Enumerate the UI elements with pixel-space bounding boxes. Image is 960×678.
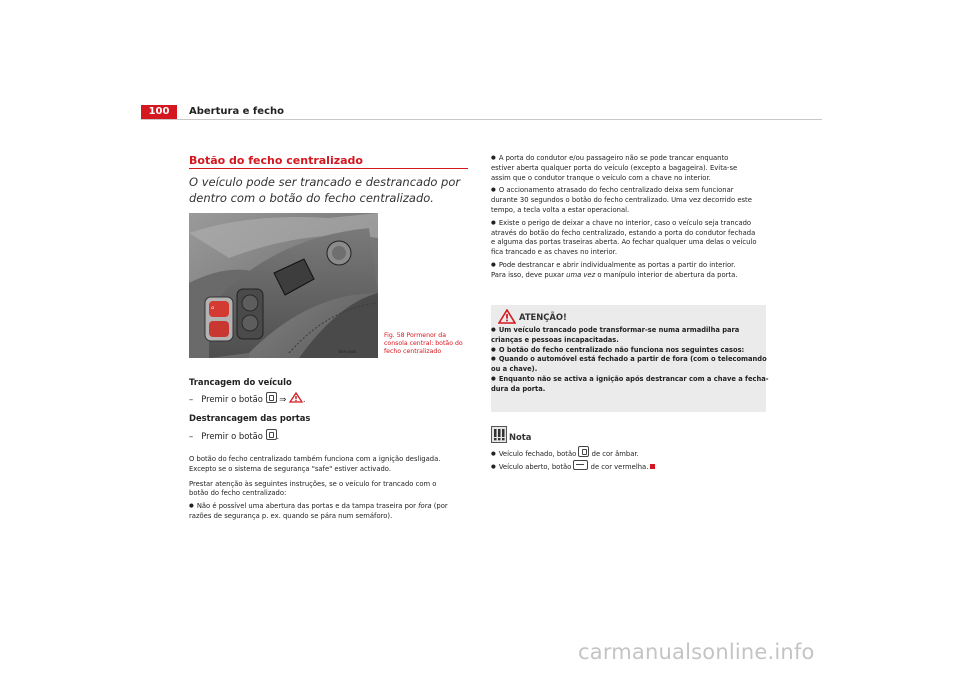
chapter-title: Abertura e fecho: [189, 106, 284, 117]
section-intro: O veículo pode ser trancado e destrancado por dentro com o botão do fecho centralizado.: [189, 175, 461, 205]
list-item: ● Um veículo trancado pode transformar-se numa armadilha para: [491, 326, 769, 336]
paragraph-line: Excepto se o sistema de segurança "safe" estiver activado.: [189, 464, 391, 473]
figure-caption: [384, 332, 470, 356]
note-title: Nota: [509, 432, 532, 442]
list-item: ● Enquanto não se activa a ignição após destrancar com a chave a fecha-: [491, 375, 769, 385]
unlocking-title: Destrancagem das portas: [189, 413, 311, 423]
paragraph-line: O botão do fecho centralizado também funciona com a ignição desligada.: [189, 455, 441, 463]
paragraph-line: razões de segurança p. ex. quando se pára num semáforo).: [189, 511, 393, 520]
right-body: ● A porta do condutor e/ou passageiro não se pode trancar enquanto estiver aberta qualquer porta do veículo (excepto a bagageira). Evita-se assim que o condutor tranque o veículo com a chave no interior. ● O accionamento atrasado do fecho centralizado deixa sem funcionar durante 30 segundos o botão do fecho centralizado. Uma vez decorrido este tempo, a tecla volta a estar operacional. ● Existe o perigo de deixar a chave no interior, caso o veículo seja trancado através do botão do fecho centralizado, estando a porta do condutor fechada e alguma das portas traseiras aberta. Ao fechar qualquer uma delas o veículo fica trancado e as chaves no interior. ● Pode destrancar e abrir individualmente as portas a partir do interior. Para isso, deve puxar uma vez o manípulo interior de abertura da porta.: [491, 154, 776, 281]
paragraph-line: botão do fecho centralizado:: [189, 489, 287, 498]
caption-line: consola central: botão do: [384, 340, 463, 347]
console-photo-illustration: [189, 213, 378, 358]
list-item: ● Existe o perigo de deixar a chave no interior, caso o veículo seja trancado: [491, 219, 776, 229]
list-item: ● O accionamento atrasado do fecho centralizado deixa sem funcionar: [491, 186, 776, 196]
note-text: [491, 446, 776, 473]
watermark: carmanualsonline.info: [578, 640, 815, 664]
list-item: ● O botão do fecho centralizado não funciona nos seguintes casos:: [491, 346, 769, 356]
svg-text:⌂: ⌂: [211, 305, 215, 311]
list-item: ● Não é possível uma abertura das portas e da tampa traseira por fora (por: [189, 502, 489, 512]
caption-line: fecho centralizado: [384, 348, 442, 355]
list-item: ● Veículo aberto, botão de cor vermelha.: [491, 460, 776, 473]
header-rule: [141, 119, 822, 120]
left-body: [189, 455, 489, 522]
warning-text: ● Um veículo trancado pode transformar-se numa armadilha para crianças e pessoas incapacitadas. ● O botão do fecho centralizado não funciona nos seguintes casos: ● Quando o automóvel está fechado a partir de fora (com o telecomando ou a chave). ● Enquanto não se activa a ignição após destrancar com a chave a fecha- dura da porta.: [491, 326, 769, 395]
list-item: ● A porta do condutor e/ou passageiro não se pode trancar enquanto: [491, 154, 776, 164]
unlock-button-icon: [573, 460, 588, 470]
list-item: ● Quando o automóvel está fechado a partir de fora (com o telecomando: [491, 355, 769, 365]
list-item: ● Pode destrancar e abrir individualmente as portas a partir do interior.: [491, 261, 776, 271]
warning-triangle-icon: [289, 392, 303, 403]
paragraph-line: Prestar atenção às seguintes instruções, se o veículo for trancado com o: [189, 479, 437, 488]
locking-title: Trancagem do veículo: [189, 377, 292, 387]
lock-button-icon: [266, 429, 277, 440]
locking-step: – Premir o botão ⇒ .: [189, 394, 306, 404]
note-icon: [491, 426, 507, 443]
page-number: 100: [141, 105, 177, 119]
section-title: Botão do fecho centralizado: [189, 154, 363, 167]
warning-triangle-icon: [498, 309, 516, 324]
figure-photo: [189, 213, 378, 358]
warning-title: ATENÇÃO!: [519, 312, 567, 322]
caption-line: Fig. 58 Pormenor da: [384, 332, 447, 339]
lock-button-icon: [578, 446, 589, 457]
end-mark: [650, 464, 655, 469]
unlocking-step: – Premir o botão .: [189, 431, 280, 441]
lock-button-icon: [266, 392, 277, 403]
list-item: ● Veículo fechado, botão de cor âmbar.: [491, 446, 776, 460]
section-rule: [189, 168, 468, 169]
figure-code: B5P-0466: [339, 350, 356, 354]
